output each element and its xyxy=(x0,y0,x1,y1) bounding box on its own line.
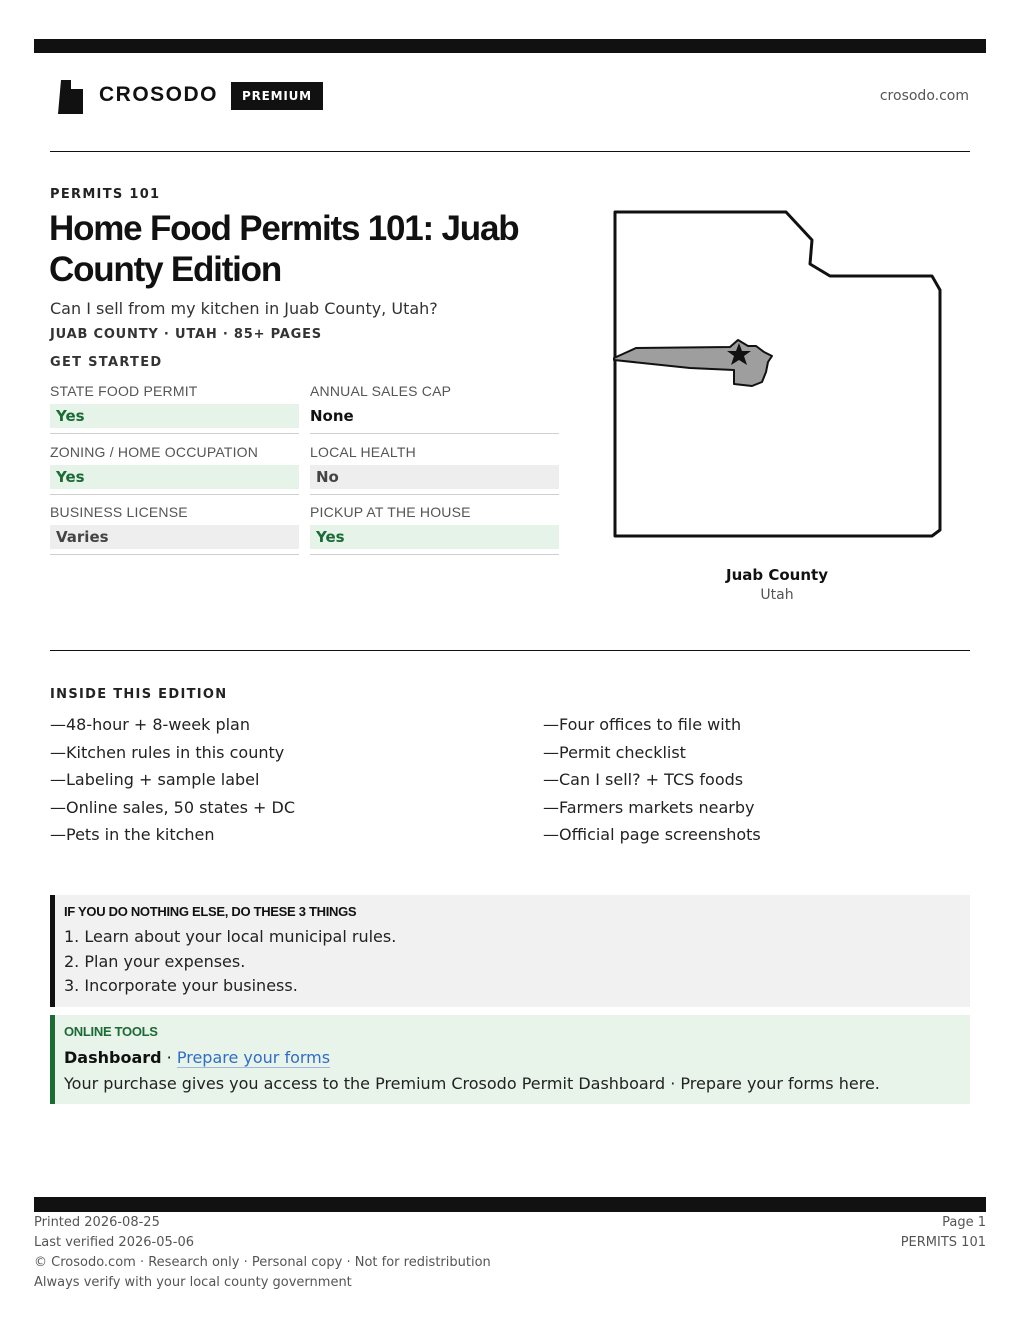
status-value: None xyxy=(310,407,354,425)
bottom-bar xyxy=(34,1197,986,1212)
top-bar xyxy=(34,39,986,53)
brand-name[interactable]: CROSODO xyxy=(99,83,219,106)
contents-list-left xyxy=(50,711,295,849)
map-state-name: Utah xyxy=(760,587,794,603)
step-item: 2. Plan your expenses. xyxy=(64,951,246,971)
page-subtitle: Can I sell from my kitchen in Juab County, Utah? xyxy=(50,299,438,318)
contents-item: —Kitchen rules in this county xyxy=(50,742,285,762)
contents-item: —Labeling + sample label xyxy=(50,770,260,790)
footer-left xyxy=(34,1213,491,1293)
section-divider xyxy=(50,650,970,651)
edition-meta: JUAB COUNTY · UTAH · 85+ PAGES xyxy=(50,327,322,342)
status-local-health xyxy=(310,444,559,495)
utah-outline xyxy=(615,212,940,536)
section-eyebrow: PERMITS 101 xyxy=(50,187,161,202)
status-label: ZONING / HOME OCCUPATION xyxy=(50,444,259,460)
contents-item: —Official page screenshots xyxy=(543,825,761,845)
contents-item: —Four offices to file with xyxy=(543,715,742,734)
status-business-license xyxy=(50,504,299,555)
status-value: Yes xyxy=(50,404,299,428)
contents-item: —48-hour + 8-week plan xyxy=(50,715,250,734)
status-label: LOCAL HEALTH xyxy=(310,444,416,460)
status-pickup-at-house xyxy=(310,504,559,555)
status-state-food-permit xyxy=(50,383,299,434)
callout-heading: IF YOU DO NOTHING ELSE, DO THESE 3 THINGS xyxy=(64,904,357,919)
page-number: Page 1 xyxy=(942,1215,986,1230)
utah-state-icon xyxy=(58,80,84,114)
tools-description: Your purchase gives you access to the Premium Crosodo Permit Dashboard · Prepare your forms here. xyxy=(64,1074,880,1093)
header-divider xyxy=(50,151,970,152)
contents-item: —Pets in the kitchen xyxy=(50,825,215,845)
footer-right xyxy=(901,1213,986,1253)
status-value: Yes xyxy=(310,525,559,549)
verified-date: Last verified 2026-05-06 xyxy=(34,1235,194,1250)
status-value: Varies xyxy=(50,525,299,549)
status-label: PICKUP AT THE HOUSE xyxy=(310,504,471,520)
contents-item: —Farmers markets nearby xyxy=(543,797,755,817)
status-value: No xyxy=(310,465,559,489)
priority-steps xyxy=(64,925,970,999)
status-value: Yes xyxy=(50,465,299,489)
verify-advice: Always verify with your local county government xyxy=(34,1275,352,1290)
page-title: Home Food Permits 101: Juab County Edition xyxy=(49,209,519,289)
inside-heading: INSIDE THIS EDITION xyxy=(50,687,228,702)
status-label: BUSINESS LICENSE xyxy=(50,504,188,520)
contents-item: —Can I sell? + TCS foods xyxy=(543,770,744,790)
prepare-forms-link[interactable]: Prepare your forms xyxy=(176,1048,331,1067)
status-label: ANNUAL SALES CAP xyxy=(310,383,452,399)
site-url[interactable]: crosodo.com xyxy=(879,88,969,104)
tools-heading: ONLINE TOOLS xyxy=(64,1024,158,1039)
tools-separator: · xyxy=(161,1048,177,1067)
contents-item: —Permit checklist xyxy=(543,742,686,762)
premium-badge: PREMIUM xyxy=(231,82,323,110)
county-map xyxy=(608,204,948,544)
status-label: STATE FOOD PERMIT xyxy=(50,383,198,399)
step-item: 1. Learn about your local municipal rules. xyxy=(64,927,397,946)
map-county-name: Juab County xyxy=(726,566,828,584)
get-started-heading: GET STARTED xyxy=(50,355,163,370)
tools-links xyxy=(64,1045,970,1071)
online-tools-callout xyxy=(50,1015,970,1104)
dashboard-label: Dashboard xyxy=(64,1048,162,1067)
priority-callout xyxy=(50,895,970,1007)
step-item: 3. Incorporate your business. xyxy=(64,976,298,995)
footer-section: PERMITS 101 xyxy=(900,1235,986,1250)
printed-date: Printed 2026-08-25 xyxy=(34,1215,160,1230)
status-annual-sales-cap xyxy=(310,383,559,434)
copyright-notice: © Crosodo.com · Research only · Personal copy · Not for redistribution xyxy=(34,1255,491,1270)
contents-list-right xyxy=(543,711,761,849)
header xyxy=(50,78,970,118)
status-zoning-home-occupation xyxy=(50,444,299,495)
contents-item: —Online sales, 50 states + DC xyxy=(50,797,296,817)
